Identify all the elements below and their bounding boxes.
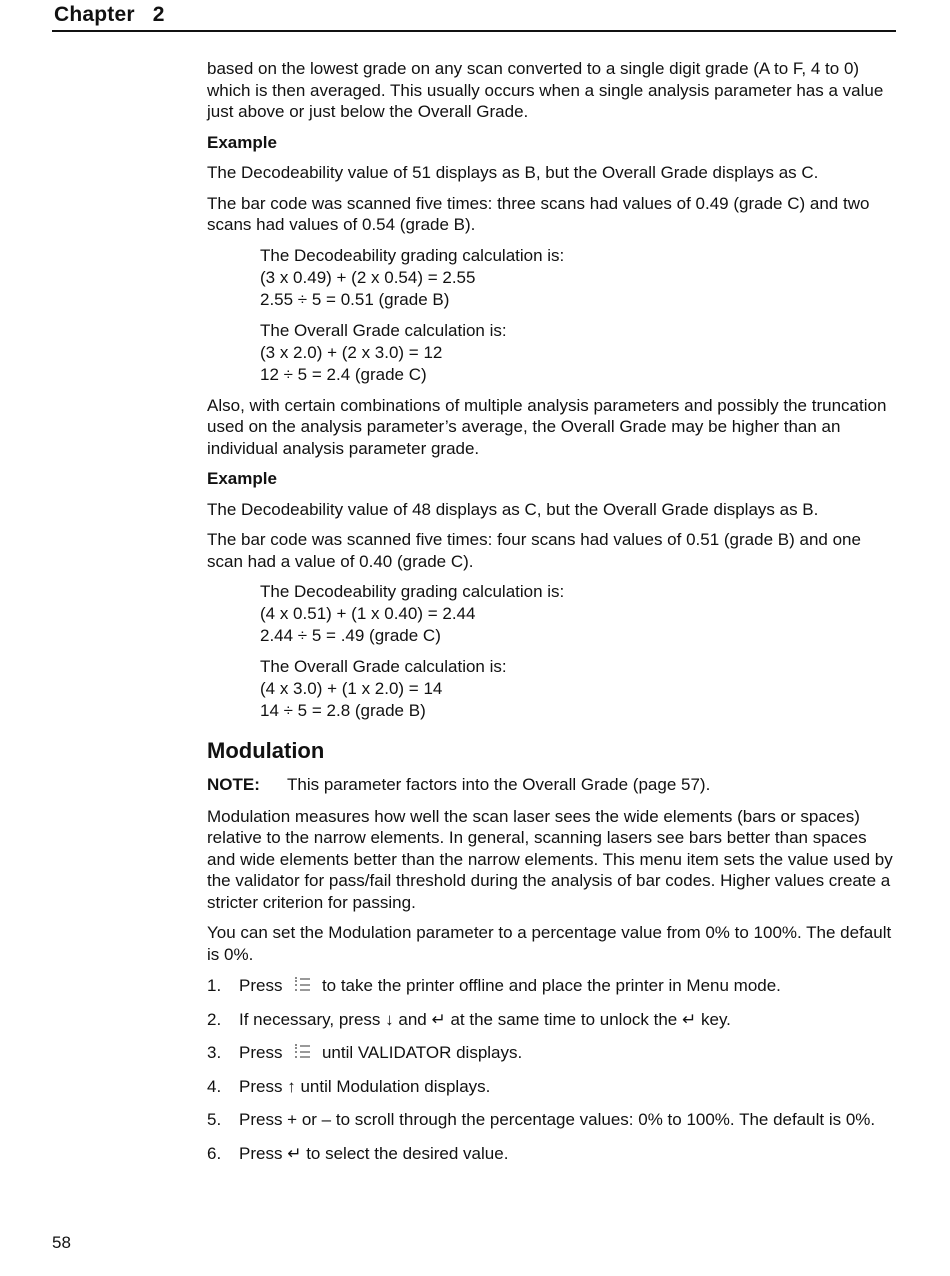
calc-line: (4 x 3.0) + (1 x 2.0) = 14 bbox=[260, 679, 443, 698]
calc-line: The Decodeability grading calculation is: bbox=[260, 582, 565, 601]
down-arrow-key-icon: ↓ bbox=[385, 1009, 394, 1029]
menu-key-icon bbox=[293, 1043, 311, 1061]
section-heading-modulation: Modulation bbox=[207, 738, 325, 763]
calc-line: The Overall Grade calculation is: bbox=[260, 320, 507, 340]
enter-key-icon: ↵ bbox=[682, 1009, 697, 1029]
calc-line: 2.55 ÷ 5 = 0.51 (grade B) bbox=[260, 289, 450, 309]
modulation-p1: Modulation measures how well the scan laser sees the wide elements (bars or spaces) relative to the narrow elements. In general, scanning lasers see bars better than spaces and wide elements better than the narrow elements. This menu item sets the value used by the validator for pass/fail threshold during the analysis of bar codes. Higher values create a stricter criterion for passing. bbox=[207, 806, 893, 912]
enter-key-icon: ↵ bbox=[287, 1143, 302, 1163]
example-2-calc-2 bbox=[260, 656, 897, 722]
chapter-label: Chapter bbox=[54, 3, 135, 26]
example-2-p1: The Decodeability value of 48 displays as C, but the Overall Grade displays as B. bbox=[207, 499, 819, 519]
step-text: until Modulation displays. bbox=[300, 1076, 491, 1096]
enter-key-icon: ↵ bbox=[431, 1009, 446, 1029]
modulation-p2: You can set the Modulation parameter to a percentage value from 0% to 100%. The default is 0%. bbox=[207, 923, 892, 964]
example-1-title: Example bbox=[207, 132, 277, 152]
calc-line: (3 x 0.49) + (2 x 0.54) = 2.55 bbox=[260, 267, 476, 287]
example-1-calc-1 bbox=[260, 245, 897, 311]
list-item bbox=[207, 1143, 897, 1165]
page-number: 58 bbox=[52, 1233, 71, 1252]
steps-list bbox=[207, 975, 897, 1164]
step-text: Press bbox=[239, 1076, 283, 1096]
step-text: and bbox=[398, 1009, 427, 1029]
step-text: to select the desired value. bbox=[306, 1143, 509, 1163]
step-text: at the same time to unlock the bbox=[450, 1009, 678, 1029]
step-text: Press bbox=[239, 976, 283, 995]
example-2-calc-1 bbox=[260, 581, 897, 647]
page-content bbox=[207, 58, 897, 1176]
calc-line: The Overall Grade calculation is: bbox=[260, 657, 507, 676]
example-1-p1: The Decodeability value of 51 displays as B, but the Overall Grade displays as C. bbox=[207, 163, 819, 182]
note bbox=[207, 774, 897, 796]
list-item bbox=[207, 1009, 897, 1031]
step-number: 4. bbox=[207, 1076, 222, 1096]
step-number: 2. bbox=[207, 1009, 222, 1029]
calc-line: The Decodeability grading calculation is: bbox=[260, 245, 565, 265]
step-text: key. bbox=[700, 1009, 731, 1029]
page-header bbox=[52, 0, 896, 32]
chapter-title bbox=[54, 3, 165, 27]
example-1-p2: The bar code was scanned five times: three scans had values of 0.49 (grade C) and two scans had values of 0.54 (grade B). bbox=[207, 193, 870, 234]
note-text: This parameter factors into the Overall Grade (page 57). bbox=[287, 775, 711, 794]
step-text: Press bbox=[239, 1043, 283, 1062]
calc-line: 14 ÷ 5 = 2.8 (grade B) bbox=[260, 701, 426, 720]
step-number: 5. bbox=[207, 1110, 222, 1129]
step-text: Press + or – to scroll through the percentage values: 0% to 100%. The default is 0%. bbox=[239, 1110, 876, 1129]
note-label: NOTE: bbox=[207, 775, 260, 794]
example-2-p2: The bar code was scanned five times: four scans had values of 0.51 (grade B) and one scan had a value of 0.40 (grade C). bbox=[207, 530, 861, 571]
list-item bbox=[207, 1076, 897, 1098]
calc-line: (4 x 0.51) + (1 x 0.40) = 2.44 bbox=[260, 604, 476, 623]
list-item bbox=[207, 1109, 897, 1131]
calc-line: 2.44 ÷ 5 = .49 (grade C) bbox=[260, 626, 441, 645]
step-number: 6. bbox=[207, 1143, 222, 1163]
menu-key-icon bbox=[293, 976, 311, 994]
example-1-calc-2 bbox=[260, 320, 897, 386]
step-number: 3. bbox=[207, 1043, 222, 1062]
example-2-title: Example bbox=[207, 469, 277, 488]
also-paragraph: Also, with certain combinations of multiple analysis parameters and possibly the truncation used on the analysis parameter’s average, the Overall Grade may be higher than an individual analysis parameter grade. bbox=[207, 395, 887, 458]
step-text: until VALIDATOR displays. bbox=[321, 1043, 523, 1062]
up-arrow-key-icon: ↑ bbox=[287, 1076, 296, 1096]
step-text: to take the printer offline and place the printer in Menu mode. bbox=[321, 976, 781, 995]
intro-paragraph: based on the lowest grade on any scan converted to a single digit grade (A to F, 4 to 0) which is then averaged. This usually occurs when a single analysis parameter has a value just above or just below the Overall Grade. bbox=[207, 59, 884, 121]
list-item bbox=[207, 1042, 897, 1064]
step-text: If necessary, press bbox=[239, 1009, 381, 1029]
list-item bbox=[207, 975, 897, 997]
chapter-number: 2 bbox=[152, 3, 165, 26]
calc-line: 12 ÷ 5 = 2.4 (grade C) bbox=[260, 364, 427, 384]
step-text: Press bbox=[239, 1143, 283, 1163]
calc-line: (3 x 2.0) + (2 x 3.0) = 12 bbox=[260, 342, 443, 362]
step-number: 1. bbox=[207, 976, 222, 995]
